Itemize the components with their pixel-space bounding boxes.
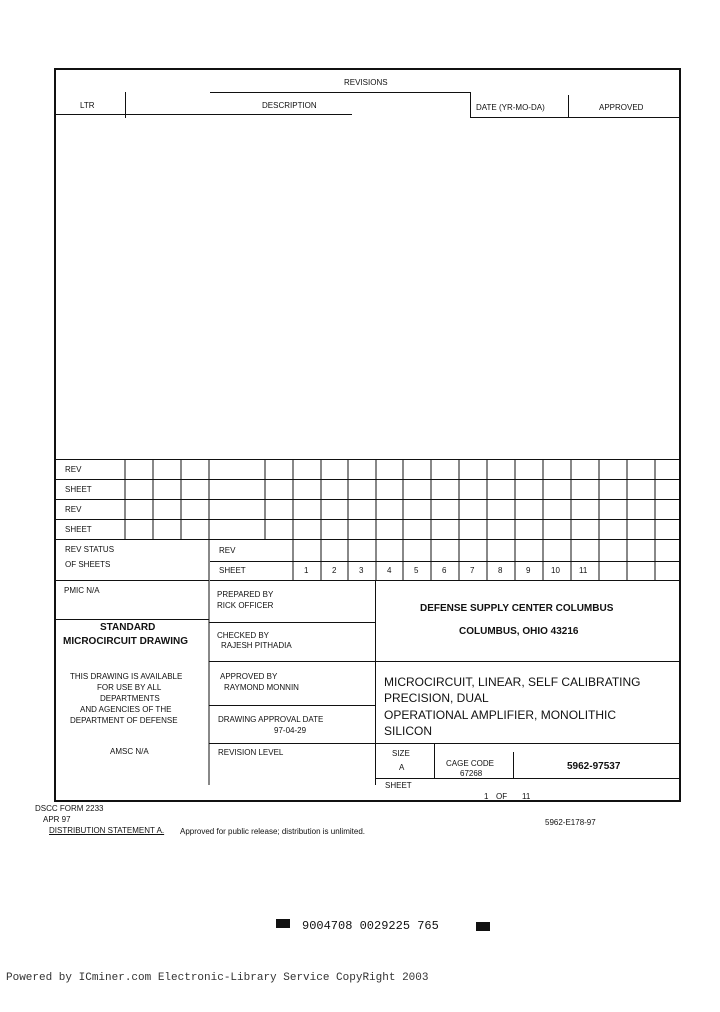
distribution-label: DISTRIBUTION STATEMENT A. bbox=[49, 826, 165, 835]
amsc-label: AMSC N/A bbox=[110, 747, 149, 756]
size-value: A bbox=[399, 763, 405, 772]
divider bbox=[375, 778, 679, 779]
divider bbox=[375, 661, 679, 662]
divider bbox=[209, 705, 375, 706]
divider bbox=[513, 752, 514, 779]
sheet-number: 1 bbox=[304, 566, 309, 575]
title-line: MICROCIRCUIT, LINEAR, SELF CALIBRATING bbox=[384, 675, 641, 689]
barcode-text: 9004708 0029225 765 bbox=[302, 919, 439, 933]
approved-name: RAYMOND MONNIN bbox=[224, 683, 299, 692]
pmic-label: PMIC N/A bbox=[64, 586, 100, 595]
availability-line: DEPARTMENT OF DEFENSE bbox=[70, 716, 178, 725]
approval-date-label: DRAWING APPROVAL DATE bbox=[218, 715, 324, 724]
form-date: APR 97 bbox=[43, 815, 71, 824]
drawing-number: 5962-97537 bbox=[567, 761, 621, 772]
divider bbox=[209, 622, 375, 623]
divider bbox=[209, 743, 379, 744]
status-sheet-label: SHEET bbox=[65, 525, 92, 534]
availability-line: FOR USE BY ALL bbox=[97, 683, 162, 692]
title-line: PRECISION, DUAL bbox=[384, 691, 489, 705]
divider bbox=[375, 580, 376, 785]
availability-line: DEPARTMENTS bbox=[100, 694, 160, 703]
agency-city: COLUMBUS, OHIO 43216 bbox=[459, 626, 579, 637]
status-sheet-label: SHEET bbox=[65, 485, 92, 494]
form-number: DSCC FORM 2233 bbox=[35, 804, 104, 813]
powered-by: Powered by ICminer.com Electronic-Library Service CopyRight 2003 bbox=[6, 972, 429, 984]
doc-code: 5962-E178-97 bbox=[545, 818, 596, 827]
revision-level-label: REVISION LEVEL bbox=[218, 748, 284, 757]
title-line: OPERATIONAL AMPLIFIER, MONOLITHIC bbox=[384, 708, 617, 722]
status-rev-label: REV bbox=[65, 465, 82, 474]
prepared-name: RICK OFFICER bbox=[217, 601, 274, 610]
availability-line: AND AGENCIES OF THE bbox=[80, 705, 172, 714]
of-sheets-label: OF SHEETS bbox=[65, 560, 111, 569]
sheet-number: 9 bbox=[526, 566, 531, 575]
rev-row-label: REV bbox=[219, 546, 236, 555]
sheet-number: 4 bbox=[387, 566, 392, 575]
revisions-col-ltr: LTR bbox=[80, 101, 95, 110]
cage-code-value: 67268 bbox=[460, 769, 483, 778]
approved-label: APPROVED BY bbox=[220, 672, 278, 681]
prepared-label: PREPARED BY bbox=[217, 590, 274, 599]
sheet-current: 1 bbox=[484, 792, 489, 801]
standard-subtitle: MICROCIRCUIT DRAWING bbox=[63, 636, 188, 647]
revisions-title: REVISIONS bbox=[344, 78, 388, 87]
status-rev-label: REV bbox=[65, 505, 82, 514]
agency-name: DEFENSE SUPPLY CENTER COLUMBUS bbox=[420, 603, 614, 614]
sheet-number: 2 bbox=[332, 566, 337, 575]
rev-status-label: REV STATUS bbox=[65, 545, 115, 554]
sheet-number: 7 bbox=[470, 566, 475, 575]
sheet-number: 5 bbox=[414, 566, 419, 575]
sheet-row-label: SHEET bbox=[219, 566, 246, 575]
revisions-col-description: DESCRIPTION bbox=[262, 101, 317, 110]
divider bbox=[56, 619, 209, 620]
divider bbox=[209, 661, 375, 662]
sheet-number: 10 bbox=[551, 566, 560, 575]
divider bbox=[56, 580, 209, 581]
divider bbox=[375, 743, 679, 744]
distribution-text: Approved for public release; distribution is unlimited. bbox=[180, 827, 365, 836]
sheet-number: 6 bbox=[442, 566, 447, 575]
sheet-number: 8 bbox=[498, 566, 503, 575]
size-label: SIZE bbox=[392, 749, 410, 758]
checked-label: CHECKED BY bbox=[217, 631, 270, 640]
divider bbox=[434, 743, 435, 779]
sheet-total: 11 bbox=[522, 792, 531, 801]
cage-code-label: CAGE CODE bbox=[446, 759, 495, 768]
barcode-block-icon bbox=[276, 919, 290, 928]
revisions-col-approved: APPROVED bbox=[599, 103, 644, 112]
sheet-label: SHEET bbox=[385, 781, 412, 790]
revisions-col-date: DATE (YR-MO-DA) bbox=[476, 103, 545, 112]
approval-date: 97-04-29 bbox=[274, 726, 307, 735]
sheet-number: 11 bbox=[579, 566, 588, 575]
title-line: SILICON bbox=[384, 724, 433, 738]
sheet-number: 3 bbox=[359, 566, 364, 575]
barcode-block-icon bbox=[476, 922, 490, 931]
checked-name: RAJESH PITHADIA bbox=[221, 641, 292, 650]
standard-title: STANDARD bbox=[100, 622, 156, 633]
sheet-of: OF bbox=[496, 792, 508, 801]
availability-line: THIS DRAWING IS AVAILABLE bbox=[70, 672, 183, 681]
